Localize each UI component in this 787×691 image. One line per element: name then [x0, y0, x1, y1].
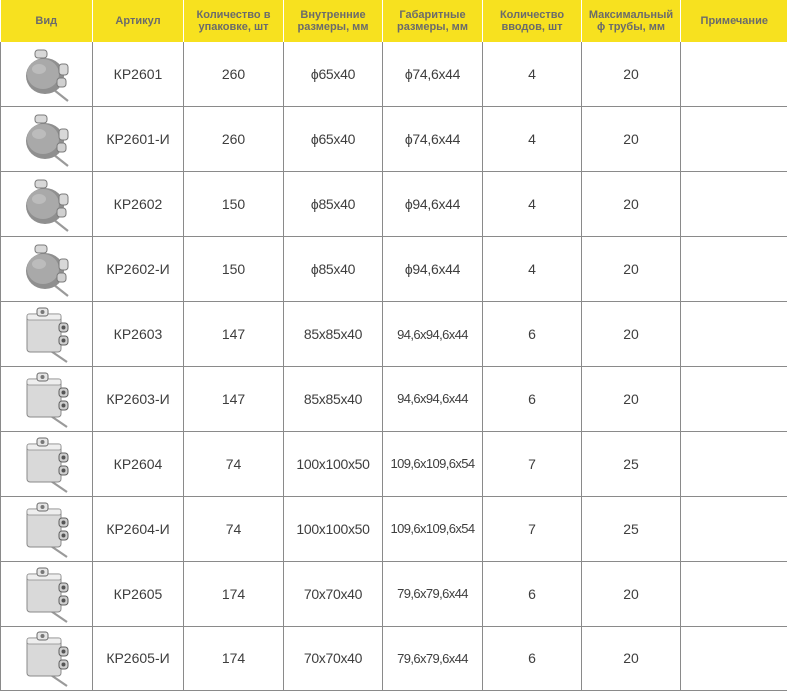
- cell-artikul: КР2603: [93, 302, 184, 367]
- cell-qty: 260: [184, 42, 284, 107]
- cell-inner-size: 70x70x40: [284, 561, 383, 626]
- cell-inner-size: 100x100x50: [284, 496, 383, 561]
- cell-vid: [1, 431, 93, 496]
- cell-qty: 174: [184, 561, 284, 626]
- cell-vid: [1, 302, 93, 367]
- cell-tube: 20: [582, 366, 681, 431]
- cell-inputs: 4: [483, 172, 582, 237]
- cell-vid: [1, 561, 93, 626]
- table-body: [1, 42, 787, 691]
- cell-tube: 20: [582, 172, 681, 237]
- cell-inputs: 6: [483, 366, 582, 431]
- cell-inputs: 6: [483, 626, 582, 691]
- cell-vid: [1, 42, 93, 107]
- cell-outer-size: ϕ94,6x44: [383, 237, 483, 302]
- cell-tube: 20: [582, 561, 681, 626]
- round-junction-box-icon: [1, 176, 92, 232]
- cell-inner-size: 100x100x50: [284, 431, 383, 496]
- header-vid: Вид: [1, 0, 93, 42]
- cell-note: [681, 107, 787, 172]
- table-header: [1, 0, 787, 42]
- cell-artikul: КР2602: [93, 172, 184, 237]
- cell-outer-size: ϕ74,6x44: [383, 107, 483, 172]
- cell-note: [681, 431, 787, 496]
- cell-outer-size: 94,6x94,6x44: [383, 366, 483, 431]
- square-junction-box-icon: [1, 370, 92, 428]
- cell-outer-size: 94,6x94,6x44: [383, 302, 483, 367]
- cell-artikul: КР2604: [93, 431, 184, 496]
- cell-tube: 25: [582, 431, 681, 496]
- header-tube: Максимальный ϕ трубы, мм: [582, 0, 681, 42]
- header-artikul: Артикул: [93, 0, 184, 42]
- header-qty: Количество в упаковке, шт: [184, 0, 284, 42]
- cell-note: [681, 172, 787, 237]
- cell-tube: 20: [582, 302, 681, 367]
- cell-inner-size: 70x70x40: [284, 626, 383, 691]
- table-row: [1, 366, 787, 431]
- cell-artikul: КР2602-И: [93, 237, 184, 302]
- table-row: [1, 237, 787, 302]
- cell-tube: 20: [582, 626, 681, 691]
- cell-qty: 174: [184, 626, 284, 691]
- cell-tube: 20: [582, 42, 681, 107]
- cell-inner-size: ϕ65x40: [284, 42, 383, 107]
- square-junction-box-icon: [1, 629, 92, 687]
- cell-qty: 150: [184, 172, 284, 237]
- header-inner-size: Внутренние размеры, мм: [284, 0, 383, 42]
- cell-note: [681, 626, 787, 691]
- cell-outer-size: 79,6x79,6x44: [383, 561, 483, 626]
- cell-qty: 260: [184, 107, 284, 172]
- cell-inputs: 4: [483, 42, 582, 107]
- cell-tube: 20: [582, 107, 681, 172]
- cell-artikul: КР2604-И: [93, 496, 184, 561]
- cell-artikul: КР2605-И: [93, 626, 184, 691]
- header-note: Примечание: [681, 0, 787, 42]
- cell-qty: 74: [184, 496, 284, 561]
- cell-inputs: 6: [483, 561, 582, 626]
- square-junction-box-icon: [1, 435, 92, 493]
- square-junction-box-icon: [1, 500, 92, 558]
- table-row: [1, 172, 787, 237]
- cell-vid: [1, 496, 93, 561]
- cell-note: [681, 496, 787, 561]
- cell-artikul: КР2601: [93, 42, 184, 107]
- cell-outer-size: ϕ74,6x44: [383, 42, 483, 107]
- cell-qty: 150: [184, 237, 284, 302]
- cell-inputs: 7: [483, 431, 582, 496]
- table-row: [1, 302, 787, 367]
- cell-qty: 147: [184, 302, 284, 367]
- cell-inputs: 4: [483, 107, 582, 172]
- cell-note: [681, 42, 787, 107]
- cell-inner-size: ϕ85x40: [284, 172, 383, 237]
- cell-vid: [1, 626, 93, 691]
- cell-inner-size: ϕ65x40: [284, 107, 383, 172]
- table-row: [1, 496, 787, 561]
- cell-note: [681, 237, 787, 302]
- cell-note: [681, 366, 787, 431]
- cell-inputs: 4: [483, 237, 582, 302]
- cell-vid: [1, 172, 93, 237]
- cell-inputs: 7: [483, 496, 582, 561]
- table-row: [1, 561, 787, 626]
- cell-outer-size: ϕ94,6x44: [383, 172, 483, 237]
- cell-inner-size: 85x85x40: [284, 302, 383, 367]
- square-junction-box-icon: [1, 305, 92, 363]
- table-row: [1, 107, 787, 172]
- square-junction-box-icon: [1, 565, 92, 623]
- cell-vid: [1, 107, 93, 172]
- cell-artikul: КР2605: [93, 561, 184, 626]
- cell-note: [681, 561, 787, 626]
- cell-outer-size: 109,6x109,6x54: [383, 496, 483, 561]
- cell-qty: 74: [184, 431, 284, 496]
- header-inputs: Количество вводов, шт: [483, 0, 582, 42]
- cell-inner-size: ϕ85x40: [284, 237, 383, 302]
- round-junction-box-icon: [1, 111, 92, 167]
- cell-qty: 147: [184, 366, 284, 431]
- cell-inner-size: 85x85x40: [284, 366, 383, 431]
- cell-note: [681, 302, 787, 367]
- cell-inputs: 6: [483, 302, 582, 367]
- round-junction-box-icon: [1, 241, 92, 297]
- cell-vid: [1, 366, 93, 431]
- table-row: [1, 431, 787, 496]
- cell-artikul: КР2603-И: [93, 366, 184, 431]
- cell-outer-size: 79,6x79,6x44: [383, 626, 483, 691]
- cell-vid: [1, 237, 93, 302]
- cell-tube: 20: [582, 237, 681, 302]
- cell-artikul: КР2601-И: [93, 107, 184, 172]
- round-junction-box-icon: [1, 46, 92, 102]
- header-outer-size: Габаритные размеры, мм: [383, 0, 483, 42]
- cell-outer-size: 109,6x109,6x54: [383, 431, 483, 496]
- cell-tube: 25: [582, 496, 681, 561]
- table-row: [1, 42, 787, 107]
- table-row: [1, 626, 787, 691]
